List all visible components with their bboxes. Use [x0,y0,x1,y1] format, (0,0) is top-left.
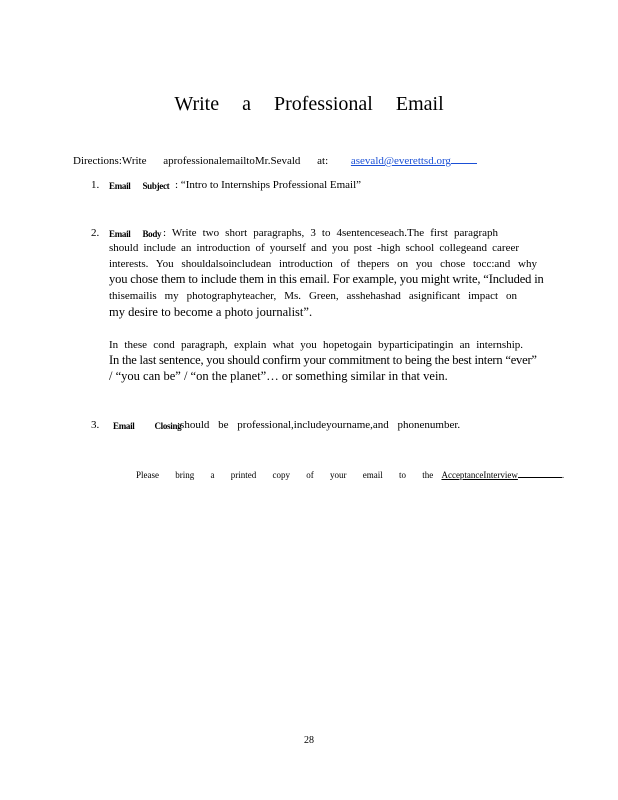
directions-text: Directions:Write aprofessionalemailtoMr.Sevald at: [73,155,329,167]
item-2-line: In the last sentence, you should confirm your commitment to being the best intern “ever” [109,353,537,367]
item-2-line: interests. You shouldalsoincludean introduction of thepers on you chose tocc:and why [109,258,537,270]
page-number: 28 [304,735,314,746]
item-2-number: 2. [91,227,100,239]
item-1-label: Email Subject [109,181,170,191]
page-title: Write a Professional Email [174,93,444,115]
item-2-line: you chose them to include them in this email. For example, you might write, “Included in [109,272,544,286]
item-3-number: 3. [91,419,100,431]
item-2-line: should include an introduction of yourself and you post -high school collegeand career [109,242,519,254]
item-1-text: : “Intro to Internships Professional Email” [175,179,362,191]
acceptance-interview-link: AcceptanceInterview [441,470,518,480]
closing-note-text: Please bring a printed copy of your email to the [136,470,434,480]
email-link[interactable]: asevald@everettsd.org [350,155,451,167]
item-3-label: Email Closing [113,421,182,431]
directions [73,153,477,167]
item-1-number: 1. [91,179,100,191]
item-2-line: thisemailis my photographyteacher, Ms. Green, asshehashad asignificant impact on [109,290,517,302]
item-2-line: / “you can be” / “on the planet”… or something similar in that vein. [109,369,448,383]
item-2-label: Email Body [109,229,162,239]
item-2-line: : Write two short paragraphs, 3 to 4sentenceseach.The first paragraph [163,227,498,239]
item-2-line: In these cond paragraph, explain what you hopetogain byparticipatingin an internship. [109,339,523,351]
closing-note: Please bring a printed copy of your email to the AcceptanceInterview . [136,470,565,480]
item-2-line: my desire to become a photo journalist”. [109,305,313,319]
item-3-text: :should be professional,includeyourname,and phonenumber. [177,419,461,431]
